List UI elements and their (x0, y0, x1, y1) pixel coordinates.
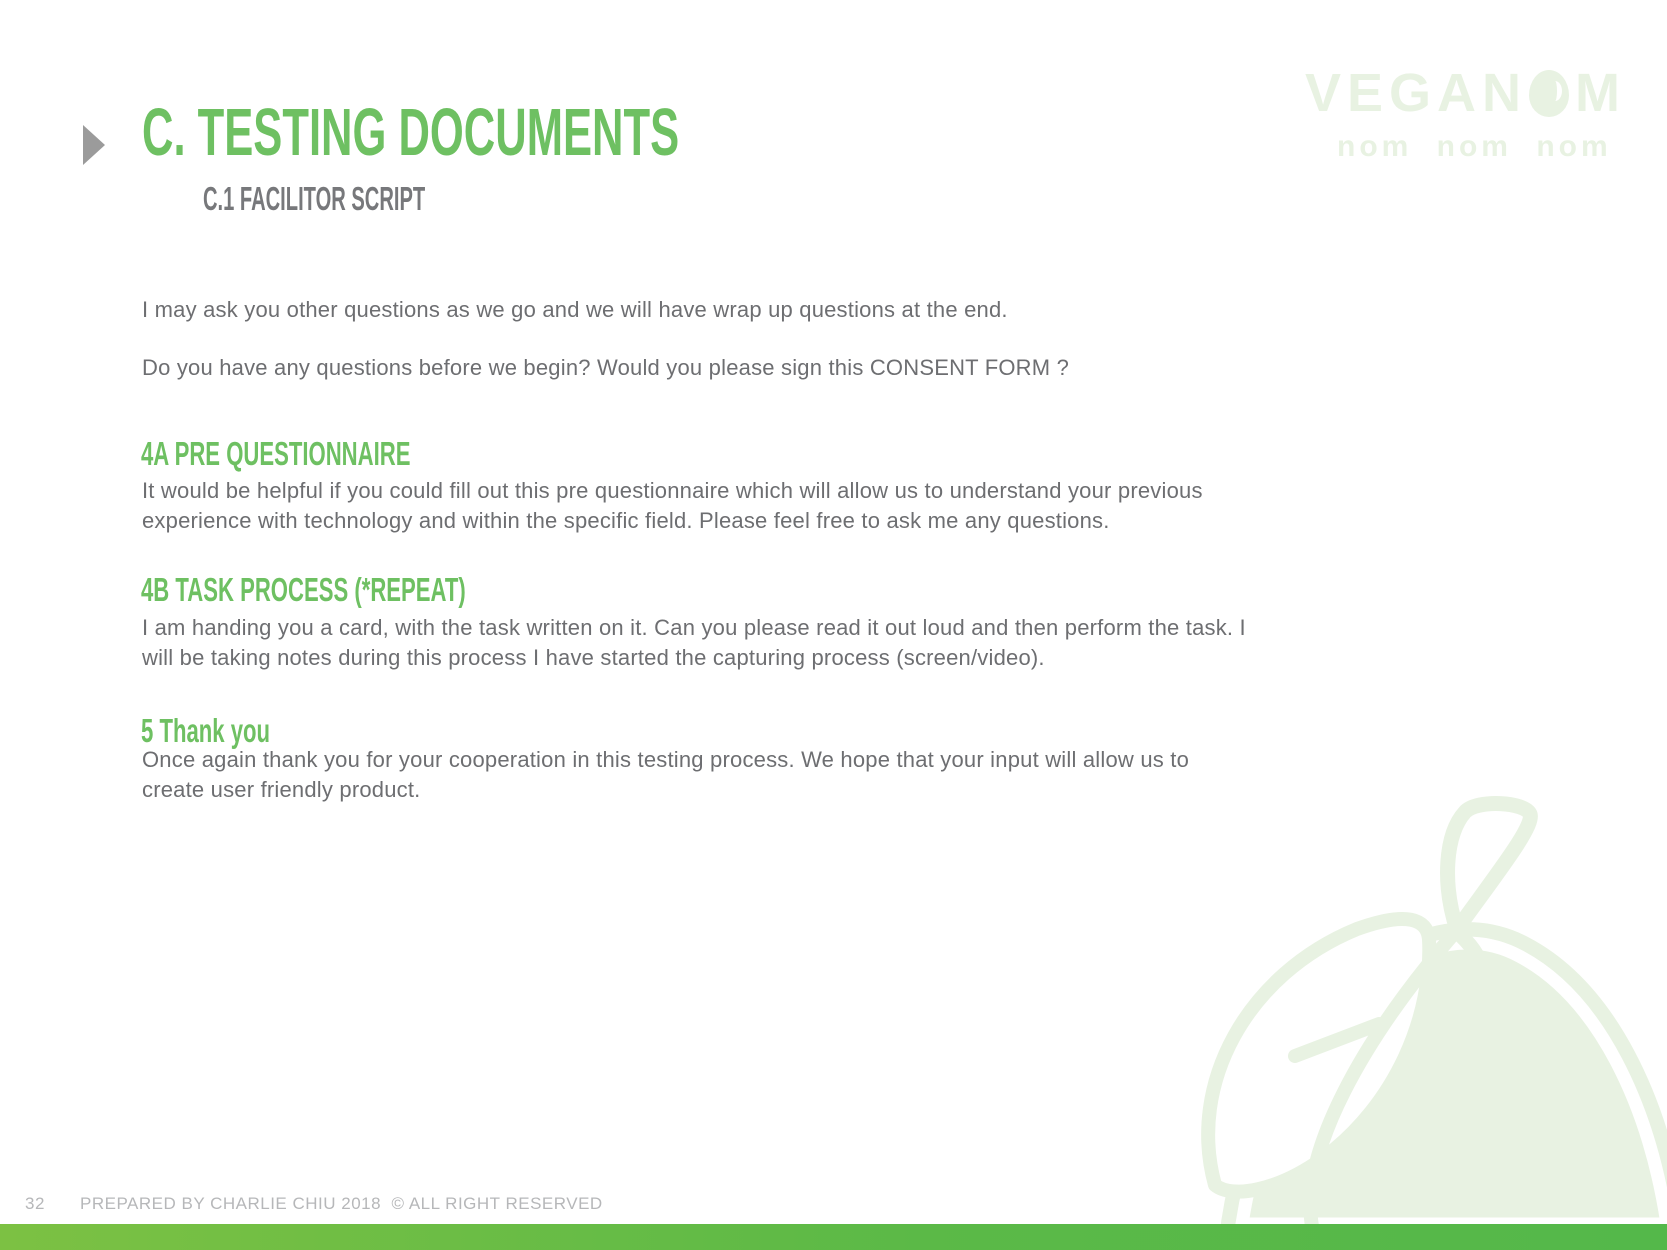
logo-wordmark (1305, 63, 1627, 123)
section-body-4a-line-1: It would be helpful if you could fill out this pre questionnaire which will allow us to understand your previous (142, 478, 1203, 503)
page-title (142, 97, 968, 169)
section-heading-4b-text: 4B TASK PROCESS (*REPEAT) (141, 571, 466, 608)
page-subtitle-text: C.1 FACILITOR SCRIPT (203, 180, 426, 217)
logo-text-start: VEGAN (1305, 63, 1528, 123)
logo-tagline: nom nom nom (1337, 130, 1612, 163)
avocado-o-icon (1529, 70, 1569, 117)
section-heading-5 (141, 713, 334, 749)
page-subtitle (203, 181, 567, 217)
footer-credit: PREPARED BY CHARLIE CHIU 2018 © ALL RIGHT RESERVED (80, 1194, 603, 1213)
section-body-5 (142, 745, 1189, 805)
section-heading-4a (141, 436, 543, 472)
section-marker-icon (83, 125, 105, 165)
page-title-text: C. TESTING DOCUMENTS (142, 95, 680, 170)
section-heading-5-text: 5 Thank you (141, 712, 271, 749)
logo-text-end: M (1575, 63, 1627, 123)
bottom-accent-bar (0, 1224, 1667, 1250)
intro-line-1: I may ask you other questions as we go and we will have wrap up questions at the end. (142, 297, 1008, 322)
section-body-4a-line-2: experience with technology and within the specific field. Please feel free to ask me any questions. (142, 508, 1110, 533)
section-body-5-line-2: create user friendly product. (142, 777, 421, 802)
section-body-4b-line-1: I am handing you a card, with the task written on it. Can you please read it out loud and then perform the task. I (142, 615, 1246, 640)
section-body-5-line-1: Once again thank you for your cooperation in this testing process. We hope that your input will allow us to (142, 747, 1190, 772)
avocado-watermark-icon (1127, 754, 1667, 1224)
section-body-4b-line-2: will be taking notes during this process I have started the capturing process (screen/video). (142, 645, 1045, 670)
page-number: 32 (25, 1194, 45, 1213)
section-heading-4a-text: 4A PRE QUESTIONNAIRE (141, 435, 411, 472)
veganom-logo (1305, 63, 1627, 164)
avocado-shine (1548, 81, 1562, 101)
intro-line-2: Do you have any questions before we begin? Would you please sign this CONSENT FORM ? (142, 355, 1070, 380)
section-heading-4b (141, 572, 626, 608)
section-body-4b (142, 613, 1246, 673)
section-body-4a (142, 476, 1203, 536)
